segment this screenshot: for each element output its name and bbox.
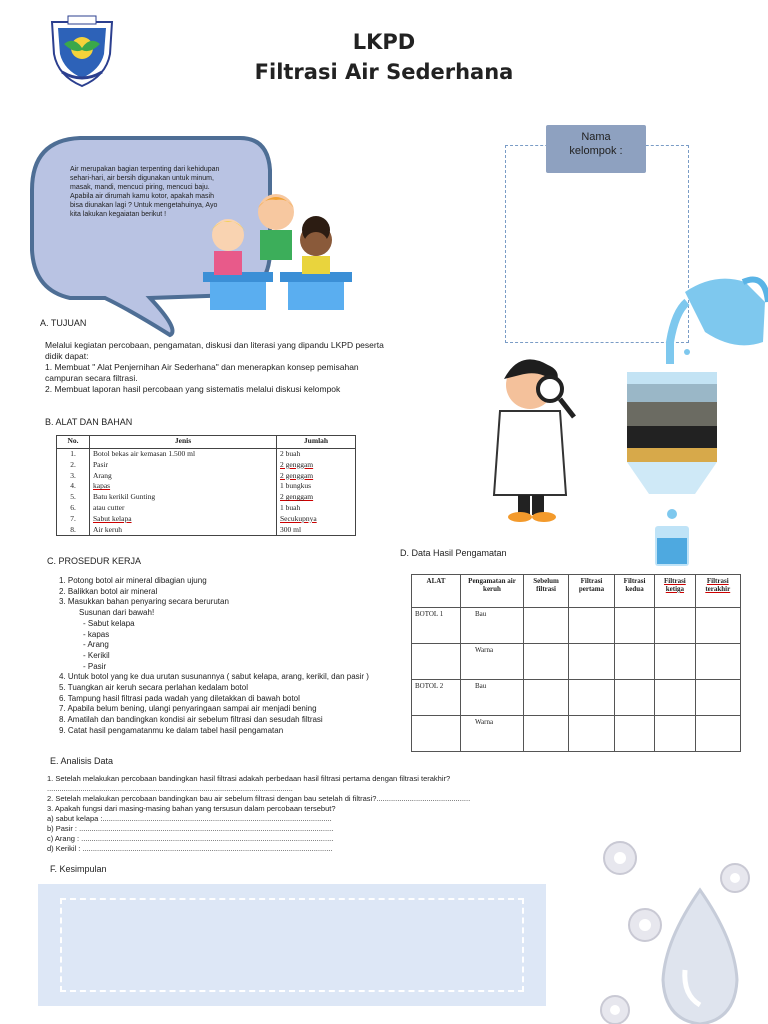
data-entry-cell[interactable] <box>569 644 615 680</box>
data-header: Filtrasi terakhir <box>695 575 740 608</box>
water-filter <box>615 272 768 572</box>
data-entry-cell[interactable] <box>614 608 654 644</box>
alat-header-no: No. <box>57 436 90 449</box>
kesimpulan-inner-border <box>60 898 524 992</box>
data-aspek-cell: Bau <box>461 608 524 644</box>
analisis-line[interactable]: c) Arang : ......................................................................................................................... <box>47 834 334 843</box>
intro-text: Air merupakan bagian terpenting dari kehidupan sehari-hari, air bersih digunakan untuk minum, masak, mandi, mencuci piring, mencuci baju. Apabila air dirumah kamu kotor, apakah masih bisa diunakan lagi ? Untuk mengetahuinya, Ayo kita lakukan kegaiatan berikut ! <box>70 166 220 218</box>
data-entry-cell[interactable] <box>569 680 615 716</box>
prosedur-step: - kapas <box>83 629 110 639</box>
data-alat-cell: BOTOL 1 <box>412 608 461 644</box>
prosedur-step: 2. Balikkan botol air mineral <box>59 586 158 596</box>
data-entry-cell[interactable] <box>695 680 740 716</box>
data-heading: D. Data Hasil Pengamatan <box>400 548 507 558</box>
analisis-line[interactable]: d) Kerikil : ........................................................................................................................ <box>47 844 333 853</box>
analisis-line: 3. Apakah fungsi dari masing-masing bahan yang tersusun dalam percobaan tersebut? <box>47 804 336 813</box>
prosedur-step: - Sabut kelapa <box>83 618 135 628</box>
alat-header-jumlah: Jumlah <box>277 436 356 449</box>
alat-jumlah: Secukupnya <box>280 513 317 523</box>
alat-jenis: Batu kerikil Gunting <box>93 492 156 502</box>
children-illustration <box>198 190 358 320</box>
alat-jenis-cell <box>90 449 277 536</box>
tujuan-text <box>45 340 465 395</box>
alat-no: 1. <box>70 449 76 458</box>
alat-jenis: Air keruh <box>93 524 122 534</box>
alat-jumlah: 1 bungkus <box>280 481 312 491</box>
data-entry-cell[interactable] <box>614 644 654 680</box>
analisis-line[interactable]: ...................................................................................................................... <box>47 784 293 793</box>
tujuan-line: Melalui kegiatan percobaan, pengamatan, diskusi dan literasi yang dipandu LKPD peserta <box>45 340 384 350</box>
data-entry-cell[interactable] <box>695 644 740 680</box>
prosedur-step: - Arang <box>83 640 109 650</box>
prosedur-step: 6. Tampung hasil filtrasi pada wadah yang diletakkan di bawah botol <box>59 693 300 703</box>
alat-jumlah-cell <box>277 449 356 536</box>
analisis-heading: E. Analisis Data <box>50 756 114 766</box>
data-aspek-cell: Warna <box>461 716 524 752</box>
alat-jenis: kapas <box>93 481 111 491</box>
data-entry-cell[interactable] <box>614 716 654 752</box>
alat-no: 6. <box>70 502 76 512</box>
data-aspek-cell: Bau <box>461 680 524 716</box>
data-alat-cell: BOTOL 2 <box>412 680 461 716</box>
page-title: LKPD <box>352 30 416 54</box>
prosedur-step: 9. Catat hasil pengamatanmu ke dalam tabel hasil pengamatan <box>59 725 284 735</box>
alat-jenis: Botol bekas air kemasan 1.500 ml <box>93 449 196 458</box>
data-table <box>411 574 741 752</box>
prosedur-step: Susunan dari bawah! <box>79 608 155 618</box>
data-header: Filtrasi kedua <box>614 575 654 608</box>
alat-jumlah: 2 genggam <box>280 459 314 469</box>
data-header: ALAT <box>412 575 461 608</box>
data-entry-cell[interactable] <box>524 716 569 752</box>
scientist-magnifier <box>470 345 590 525</box>
alat-no: 5. <box>70 492 76 502</box>
prosedur-step: - Kerikil <box>83 650 110 660</box>
alat-no: 7. <box>70 513 76 523</box>
prosedur-heading: C. PROSEDUR KERJA <box>47 556 142 566</box>
data-aspek-cell: Warna <box>461 644 524 680</box>
group-label-line2: kelompok : <box>569 145 623 157</box>
data-entry-cell[interactable] <box>655 644 695 680</box>
alat-jenis: Arang <box>93 470 112 480</box>
alat-no: 2. <box>70 459 76 469</box>
prosedur-step: 3. Masukkan bahan penyaring secara berurutan <box>59 597 229 607</box>
tujuan-line: campuran secara filtrasi. <box>45 373 138 383</box>
alat-jumlah: 300 ml <box>280 524 302 534</box>
prosedur-step: 5. Tuangkan air keruh secara perlahan kedalam botol <box>59 683 249 693</box>
data-entry-cell[interactable] <box>614 680 654 716</box>
data-header: Filtrasi pertama <box>569 575 615 608</box>
data-alat-cell <box>412 644 461 680</box>
alat-no: 4. <box>70 481 76 491</box>
data-header: Pengamatan air keruh <box>461 575 524 608</box>
tujuan-heading: A. TUJUAN <box>40 318 87 328</box>
tujuan-line: 2. Membuat laporan hasil percobaan yang sistematis melalui diskusi kelompok <box>45 384 341 394</box>
alat-no: 8. <box>70 524 76 534</box>
kesimpulan-box[interactable] <box>38 884 546 1006</box>
group-label-tag <box>546 125 646 173</box>
data-entry-cell[interactable] <box>655 608 695 644</box>
alat-heading: B. ALAT DAN BAHAN <box>45 417 133 427</box>
prosedur-step: - Pasir <box>83 661 107 671</box>
alat-no: 3. <box>70 470 76 480</box>
alat-table <box>56 435 356 536</box>
water-drop-decoration <box>575 830 768 1024</box>
data-entry-cell[interactable] <box>569 608 615 644</box>
data-entry-cell[interactable] <box>524 680 569 716</box>
prosedur-list <box>59 576 409 737</box>
group-label-line1: Nama <box>581 131 611 143</box>
data-entry-cell[interactable] <box>655 716 695 752</box>
alat-header-jenis: Jenis <box>90 436 277 449</box>
prosedur-step: 4. Untuk botol yang ke dua urutan susunannya ( sabut kelapa, arang, kerikil, dan pasir ) <box>59 672 369 682</box>
alat-jumlah: 1 buah <box>280 502 301 512</box>
analisis-line: 1. Setelah melakukan percobaan bandingkan hasil filtrasi adakah perbedaan hasil filtrasi pertama dengan filtrasi terakhir? <box>47 774 451 783</box>
prosedur-step: 1. Potong botol air mineral dibagian ujung <box>59 576 207 585</box>
data-header: Sebelum filtrasi <box>524 575 569 608</box>
tujuan-line: didik dapat: <box>45 351 89 361</box>
alat-jumlah: 2 buah <box>280 449 301 458</box>
data-entry-cell[interactable] <box>524 644 569 680</box>
data-entry-cell[interactable] <box>569 716 615 752</box>
prosedur-step: 8. Amatilah dan bandingkan kondisi air sebelum filtrasi dan sesudah filtrasi <box>59 715 323 725</box>
analisis-line[interactable]: b) Pasir : .......................................................................................................................... <box>47 824 334 833</box>
analisis-line[interactable]: 2. Setelah melakukan percobaan bandingkan bau air sebelum filtrasi dengan bau setelah di filtrasi?............................................. <box>47 794 471 803</box>
alat-jumlah: 2 genggam <box>280 492 314 502</box>
page-subtitle: Filtrasi Air Sederhana <box>254 60 514 84</box>
data-entry-cell[interactable] <box>695 716 740 752</box>
alat-jenis: Pasir <box>93 459 108 469</box>
data-entry-cell[interactable] <box>695 608 740 644</box>
data-alat-cell <box>412 716 461 752</box>
tujuan-line: 1. Membuat " Alat Penjernihan Air Sederhana" dan menerapkan konsep pemisahan <box>45 362 359 372</box>
alat-numbers <box>57 449 90 536</box>
data-header: Filtrasi ketiga <box>655 575 695 608</box>
alat-jumlah: 2 genggam <box>280 470 314 480</box>
kesimpulan-heading: F. Kesimpulan <box>50 864 107 874</box>
prosedur-step: 7. Apabila belum bening, ulangi penyaringaan sampai air menjadi bening <box>59 704 317 714</box>
alat-jenis: atau cutter <box>93 502 125 512</box>
data-entry-cell[interactable] <box>655 680 695 716</box>
analisis-list <box>47 774 567 854</box>
alat-jenis: Sabut kelapa <box>93 513 132 523</box>
data-entry-cell[interactable] <box>524 608 569 644</box>
analisis-line[interactable]: a) sabut kelapa :.............................................................................................................. <box>47 814 332 823</box>
